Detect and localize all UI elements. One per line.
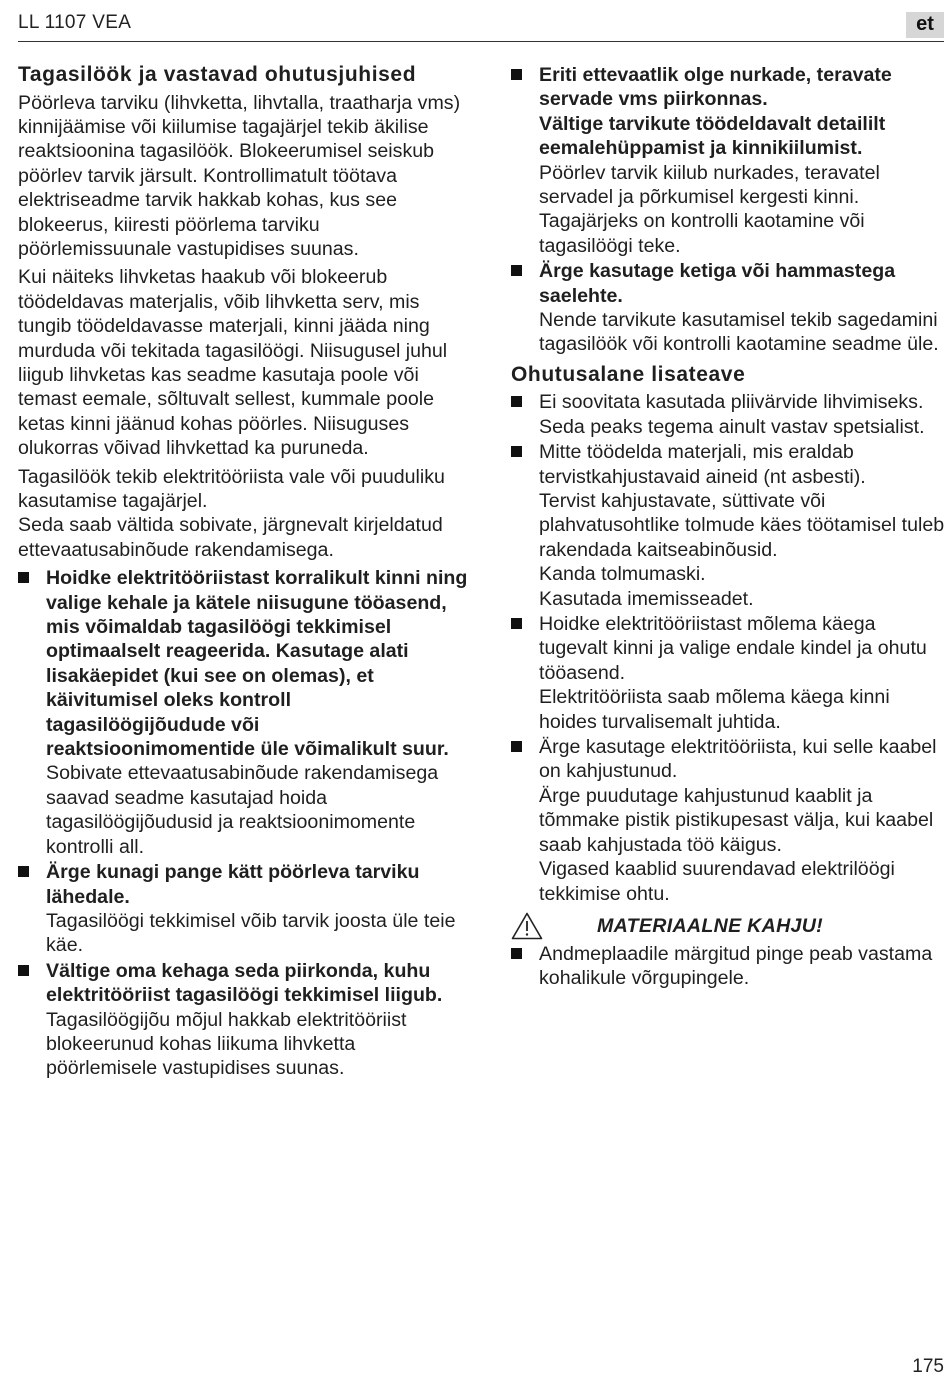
list-item xyxy=(511,390,945,439)
item-line: Hoidke elektritööriistast mõlema käega tugevalt kinni ja valige endale kindel ja ohutu tööasend. xyxy=(539,613,927,684)
list-item xyxy=(511,63,945,258)
instruction-text: Pöörlev tarvik kiilub nurkades, teravatel servadel ja põrkumisel kergesti kinni. Tagajärjeks on kontrolli kaotamine või tagasilöögi teke. xyxy=(539,161,880,257)
square-bullet-icon xyxy=(511,948,522,959)
paragraph-kickback-intro: Pöörleva tarviku (lihvketta, lihvtalla, traatharja vms) kinnijäämise või kiilumise tagajärjel tekib äkilise reaktsioonina tagasilöök. Blokeerumisel seiskub pöörlev tarvik järsult. Kontrollimatult töötava elektriseadme tarvik hakkab kohas, kus see blokeerus, kiiresti pöörlema tarviku pöörlemissuunale vastupidises suunas. xyxy=(18,91,461,260)
item-line: Elektritööriista saab mõlema käega kinni hoides turvalisemalt juhtida. xyxy=(539,686,890,733)
page-number: 175 xyxy=(912,1356,944,1377)
page-header xyxy=(18,8,944,42)
square-bullet-icon xyxy=(18,866,29,877)
document-code: LL 1107 VEA xyxy=(18,12,132,33)
instruction-bold: Ärge kasutage ketiga või hammastega saelehte. xyxy=(539,260,896,307)
item-line: Ei soovitata kasutada pliivärvide lihvimiseks. Seda peaks tegema ainult vastav spetsialist. xyxy=(539,391,925,438)
material-damage-notice xyxy=(511,912,945,942)
item-line: Tervist kahjustavate, süttivate või plahvatusohtlike tolmude käes töötamisel tuleb rakendada kaitseabinõusid. xyxy=(539,490,945,561)
item-line: Vigased kaablid suurendavad elektrilöögi tekkimise ohtu. xyxy=(539,858,895,905)
item-line: Mitte töödelda materjali, mis eraldab tervistkahjustavaid aineid (nt asbesti). xyxy=(539,441,866,488)
list-item xyxy=(18,566,470,859)
item-line: Ärge puudutage kahjustunud kaablit ja tõmmake pistik pistikupesast välja, kui kaabel saab kahjustada töö käigus. xyxy=(539,784,934,856)
list-item xyxy=(511,735,945,906)
item-line: Ärge kasutage elektritööriista, kui selle kaabel on kahjustunud. xyxy=(539,736,937,783)
square-bullet-icon xyxy=(511,446,522,457)
item-line: Kanda tolmumaski. xyxy=(539,563,706,586)
list-item xyxy=(511,440,945,611)
list-item xyxy=(18,959,470,1081)
notice-label: MATERIAALNE KAHJU! xyxy=(597,914,824,937)
paragraph-kickback-example: Kui näiteks lihvketas haakub või blokeerub töödeldavas materjalis, võib lihvketta serv, mis tungib töödeldavasse materjali, kinni jääda ning murduda või tekitada tagasilöögi. Niisugusel juhul liigub lihvketas kas seadme kasutaja poole või temast eemale, sõltuvalt sellest, kummale poole ketas kinni jäänud kohas pöörles. Niisuguses olukorras võivad lihvkettad ka puruneda. xyxy=(18,266,448,460)
square-bullet-icon xyxy=(18,572,29,583)
item-line: Kasutada imemisseadet. xyxy=(539,587,754,610)
square-bullet-icon xyxy=(511,618,522,629)
paragraph-line: Tagasilöök tekib elektritööriista vale või puuduliku kasutamise tagajärjel. xyxy=(18,465,445,512)
list-item xyxy=(511,942,945,991)
square-bullet-icon xyxy=(511,396,522,407)
paragraph-line: Seda saab vältida sobivate, järgnevalt kirjeldatud ettevaatusabinõude rakendamisega. xyxy=(18,514,443,561)
instruction-text: Sobivate ettevaatusabinõude rakendamisega saavad seadme kasutajad hoida tagasilöögijõudusid ja reaktsioonimomente kontrolli all. xyxy=(46,762,439,858)
list-item xyxy=(18,860,470,958)
list-item xyxy=(511,259,945,357)
left-column xyxy=(18,63,470,1082)
square-bullet-icon xyxy=(511,265,522,276)
warning-triangle-icon xyxy=(511,912,543,940)
section-heading-kickback: Tagasilöök ja vastavad ohutusjuhised xyxy=(18,63,417,86)
instruction-bold: Ärge kunagi pange kätt pöörleva tarviku lähedale. xyxy=(46,861,420,908)
instruction-bold: Vältige tarvikute töödeldavalt detaililt eemalehüppamist ja kinnikiilumist. xyxy=(539,112,886,160)
instruction-bold: Hoidke elektritööriistast korralikult kinni ning valige kehale ja kätele niisugune tööasend, mis võimaldab tagasilöögi tekkimisel optimaalselt reageerida. Kasutage alati lisakäepidet (kui see on olemas), et käivitumisel oleks kontroll tagasilöögijõudude või reaktsioonimomentide üle võimalikult suur. xyxy=(46,567,468,761)
language-tag: et xyxy=(906,12,944,38)
square-bullet-icon xyxy=(18,965,29,976)
item-line: Andmeplaadile märgitud pinge peab vastama kohalikule võrgupingele. xyxy=(539,942,933,990)
right-column xyxy=(511,63,945,992)
instruction-bold: Vältige oma kehaga seda piirkonda, kuhu elektritööriist tagasilöögi tekkimisel liigub. xyxy=(46,959,443,1007)
instruction-text: Nende tarvikute kasutamisel tekib sagedamini tagasilöök või kontrolli kaotamine seadme üle. xyxy=(539,309,939,356)
section-heading-safety-info: Ohutusalane lisateave xyxy=(511,362,746,386)
instruction-text: Tagasilöögi tekkimisel võib tarvik joosta üle teie käe. xyxy=(46,909,456,957)
square-bullet-icon xyxy=(511,741,522,752)
square-bullet-icon xyxy=(511,69,522,80)
instruction-text: Tagasilöögijõu mõjul hakkab elektritööriist blokeerunud kohas liikuma lihvketta pöörlemisele vastupidises suunas. xyxy=(46,1008,407,1080)
list-item xyxy=(511,612,945,734)
paragraph-kickback-cause xyxy=(18,465,470,563)
instruction-bold: Eriti ettevaatlik olge nurkade, teravate servade vms piirkonnas. xyxy=(539,64,892,111)
